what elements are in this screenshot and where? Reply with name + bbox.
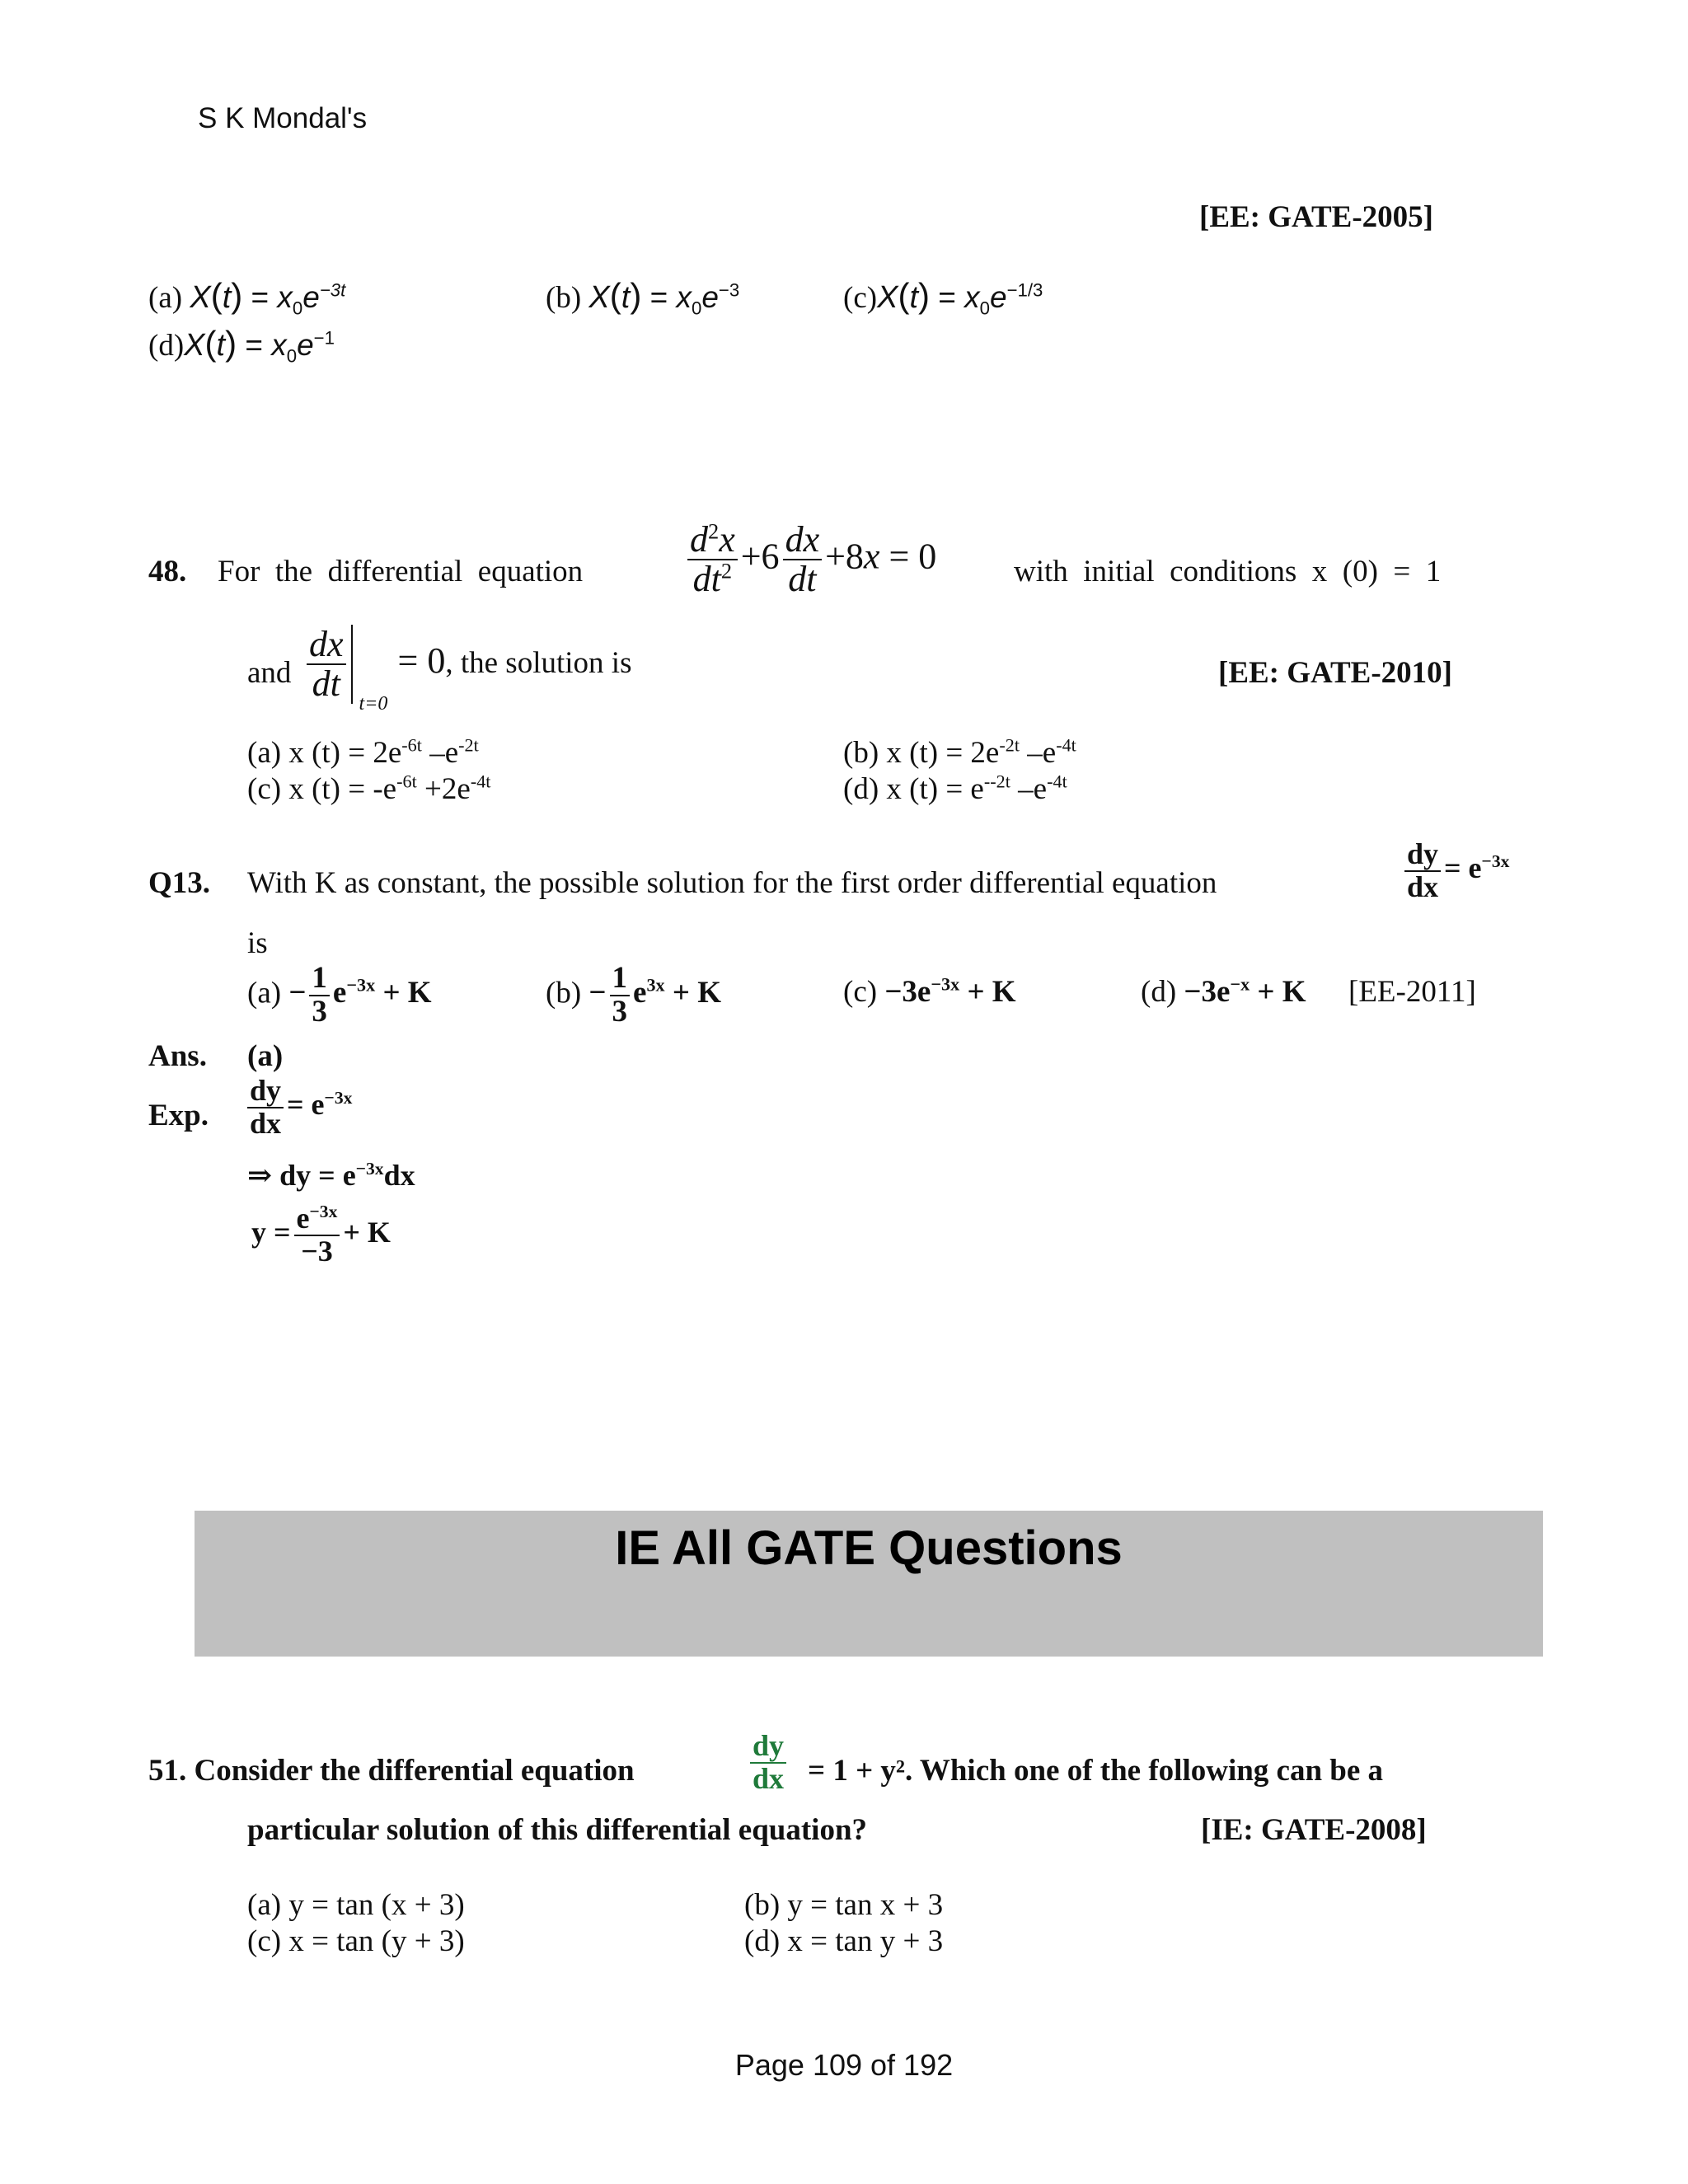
q48-option-c: (c) x $(t) = -e^{-6t} +2e^{-4t}$	[247, 771, 491, 806]
ans-value: (a)	[247, 1039, 284, 1073]
q47-option-c: $(c)X(t) = x_0e^{-1/3}$	[843, 276, 1043, 319]
q13-equation: $\frac{dy}{dx}$ = $e^{-3x}$	[1401, 839, 1509, 903]
q48-option-b: (b) x $(t) = 2e^{-2t}$ $-e^{-4t}$	[843, 734, 1076, 770]
q48-option-d: (d) x $(t) = e^{--2t}$ $-e^{-4t}$	[843, 771, 1067, 806]
exp-label: Exp.	[148, 1099, 209, 1132]
q47-option-d: $(d)X(t) = x_0e^{-1}$	[148, 324, 335, 367]
q48-initial-derivative: $\frac{dx}{dt}$ t=0 = 0, the solution is	[303, 625, 631, 704]
page-number: Page 109 of 192	[734, 2048, 954, 2082]
q51-option-b: (b) y = tan x + 3	[744, 1888, 944, 1922]
q13-option-b: (b) − $\frac{1}{3}$ $e^{3x} + K$	[546, 961, 721, 1029]
banner-title: IE All GATE Questions	[615, 1521, 1123, 1575]
q47-option-b: (b) $X(t) = x_0e^{-3}$	[546, 276, 740, 319]
q13-number: Q13.	[148, 866, 211, 900]
q48-equation: $\frac{d^2x}{dt^2}$ +6 $\frac{dx}{dt}$ +8x = 0	[684, 521, 936, 598]
q13-option-c: $(c) -3e^{-3x} + K$	[843, 973, 1016, 1009]
q13-text: With K as constant, the possible solution for the first order differential equation	[247, 866, 1217, 900]
header-author: S K Mondal's	[198, 102, 368, 134]
q51-derivative: $\frac{dy}{dx}$	[747, 1731, 790, 1795]
q51-lead: 51. Consider the differential equation	[148, 1754, 635, 1788]
q48-lead: For the differential equation	[218, 555, 584, 588]
section-banner	[195, 1511, 1543, 1657]
q51-line2: particular solution of this differential equation?	[247, 1813, 868, 1847]
q51-source: [IE: GATE-2008]	[1201, 1813, 1427, 1847]
q13-source: [EE-2011]	[1348, 975, 1476, 1009]
exp-step-3: y = $\frac{e^{-3x}}{-3}$ + K	[251, 1202, 391, 1268]
q48-option-a: (a) x $(t) = 2e^{-6t}$ $-e^{-2t}$	[247, 734, 479, 770]
ans-label: Ans.	[148, 1039, 207, 1073]
q47-option-a: (a) $X(t) = x_0e^{-3t}$	[148, 276, 346, 319]
q51-option-c: (c) x = tan (y + 3)	[247, 1924, 465, 1958]
q51-option-a: (a) y = tan (x + 3)	[247, 1888, 465, 1922]
q48-tail: with initial conditions x (0) = 1	[1014, 555, 1442, 588]
q13-is: is	[247, 926, 268, 960]
q48-source: [EE: GATE-2010]	[1218, 656, 1453, 690]
q13-option-a: (a) − $\frac{1}{3}$ $e^{-3x} + K$	[247, 961, 432, 1029]
q51-option-d: (d) x = tan y + 3	[744, 1924, 944, 1958]
exp-step-1: $\frac{dy}{dx}$ = $e^{-3x}$	[247, 1076, 352, 1140]
q51-tail: = 1 + y². Which one of the following can be a	[808, 1754, 1384, 1788]
exp-step-2: ⇒ dy = $e^{-3x}dx$	[247, 1159, 415, 1192]
q13-option-d: $(d) -3e^{-x} + K$	[1141, 973, 1306, 1009]
q48-and: and	[247, 656, 292, 690]
q47-source: [EE: GATE-2005]	[1199, 200, 1434, 234]
q48-number: 48.	[148, 555, 187, 588]
